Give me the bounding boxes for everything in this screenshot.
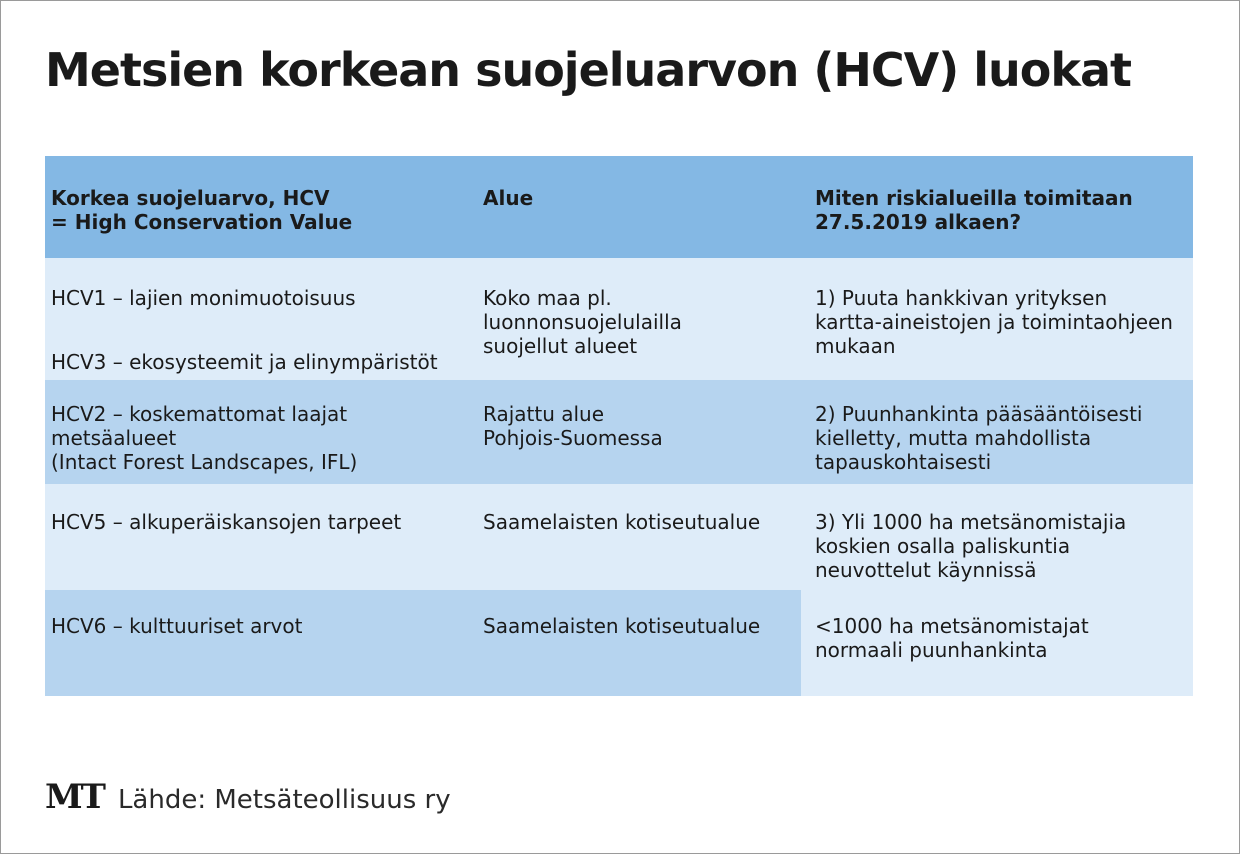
hcv-table xyxy=(45,156,1193,696)
cell-hcv xyxy=(45,258,477,380)
page-title: Metsien korkean suojeluarvon (HCV) luokat xyxy=(45,43,1132,97)
header-action: Miten riskialueilla toimitaan 27.5.2019 alkaen? xyxy=(815,186,1133,234)
cell-area: Saamelaisten kotiseutualue xyxy=(483,510,761,534)
cell-hcv: HCV5 – alkuperäiskansojen tarpeet xyxy=(51,510,402,534)
cell-area: Koko maa pl. luonnonsuojelulailla suojellut alueet xyxy=(483,286,682,358)
hcv3-label: HCV3 – ekosysteemit ja elinympäristöt xyxy=(51,350,438,374)
hcv1-label: HCV1 – lajien monimuotoisuus xyxy=(51,286,356,310)
table-header-row xyxy=(45,156,1193,258)
cell-area: Saamelaisten kotiseutualue xyxy=(477,590,801,696)
table-row xyxy=(45,590,1193,696)
cell-action: <1000 ha metsänomistajat normaali puunhankinta xyxy=(801,590,1193,696)
header-area: Alue xyxy=(483,186,534,210)
table-row xyxy=(45,484,1193,590)
cell-area: Rajattu alue Pohjois-Suomessa xyxy=(483,402,663,450)
cell-hcv: HCV2 – koskemattomat laajat metsäalueet (Intact Forest Landscapes, IFL) xyxy=(51,402,358,474)
mt-logo: MT xyxy=(45,777,104,817)
cell-hcv: HCV6 – kulttuuriset arvot xyxy=(45,590,477,696)
cell-action: 1) Puuta hankkivan yrityksen kartta-aineistojen ja toimintaohjeen mukaan xyxy=(815,286,1173,358)
cell-action: 3) Yli 1000 ha metsänomistajia koskien osalla paliskuntia neuvottelut käynnissä xyxy=(815,510,1127,582)
source-credit: Lähde: Metsäteollisuus ry xyxy=(117,785,451,815)
cell-action: 2) Puunhankinta pääsääntöisesti kielletty, mutta mahdollista tapauskohtaisesti xyxy=(815,402,1143,474)
table-row xyxy=(45,258,1193,380)
footer xyxy=(45,777,451,817)
header-hcv: Korkea suojeluarvo, HCV = High Conservation Value xyxy=(51,186,353,234)
table-row xyxy=(45,380,1193,484)
